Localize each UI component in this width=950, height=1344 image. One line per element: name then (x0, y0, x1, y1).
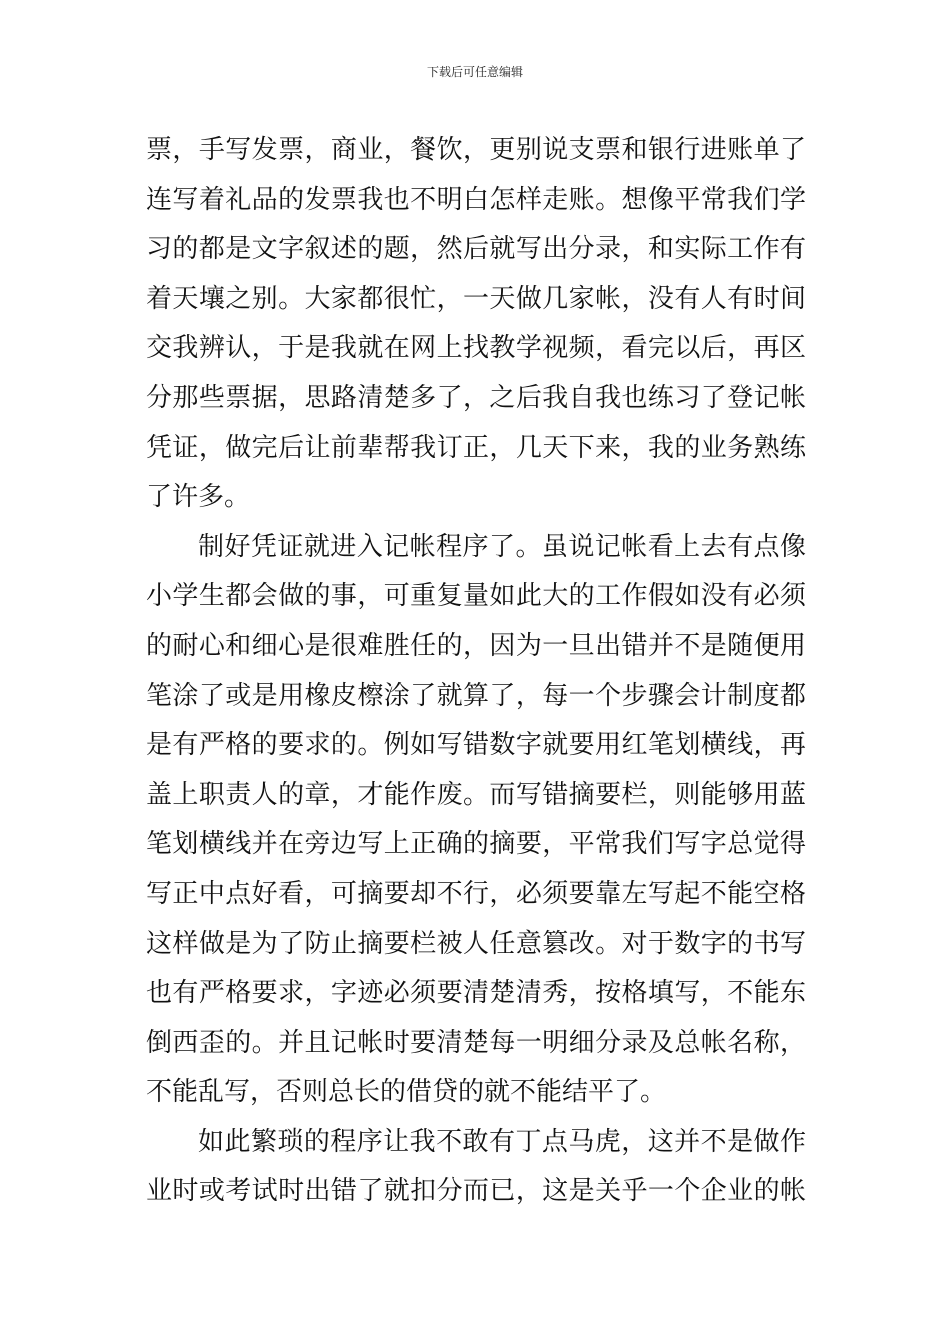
text-line: 交我辨认，于是我就在网上找教学视频，看完以后，再区 (146, 333, 806, 364)
text-line: 着天壤之别。大家都很忙，一天做几家帐，没有人有时间 (146, 283, 806, 314)
text-line: 分那些票据，思路清楚多了，之后我自我也练习了登记帐 (146, 382, 806, 413)
text-line: 是有严格的要求的。例如写错数字就要用红笔划横线，再 (146, 730, 806, 761)
text-line: 笔涂了或是用橡皮檫涂了就算了，每一个步骤会计制度都 (146, 680, 806, 711)
paragraph-2 (146, 523, 806, 1118)
text-line: 倒西歪的。并且记帐时要清楚每一明细分录及总帐名称， (146, 1027, 806, 1058)
text-line: 习的都是文字叙述的题，然后就写出分录，和实际工作有 (146, 234, 806, 265)
text-line: 业时或考试时出错了就扣分而已，这是关乎一个企业的帐 (146, 1176, 806, 1207)
text-line: 笔划横线并在旁边写上正确的摘要，平常我们写字总觉得 (146, 829, 806, 860)
text-line: 不能乱写，否则总长的借贷的就不能结平了。 (146, 1077, 667, 1108)
text-line: 制好凭证就进入记帐程序了。虽说记帐看上去有点像 (198, 531, 806, 562)
paragraph-3 (146, 1118, 806, 1217)
text-line: 票，手写发票，商业，餐饮，更别说支票和银行进账单了 (146, 135, 806, 165)
text-line: 凭证，做完后让前辈帮我订正，几天下来，我的业务熟练 (146, 432, 806, 463)
document-body (146, 126, 806, 1217)
text-line: 连写着礼品的发票我也不明白怎样走账。想像平常我们学 (146, 184, 806, 215)
text-line: 了许多。 (146, 482, 251, 513)
text-line: 盖上职责人的章，才能作废。而写错摘要栏，则能够用蓝 (146, 779, 806, 810)
text-line: 小学生都会做的事，可重复量如此大的工作假如没有必须 (146, 581, 806, 612)
text-line: 也有严格要求，字迹必须要清楚清秀，按格填写，不能东 (146, 978, 806, 1009)
text-line: 的耐心和细心是很难胜任的，因为一旦出错并不是随便用 (146, 630, 806, 661)
page-header: 下载后可任意编辑 (426, 65, 523, 79)
text-line: 这样做是为了防止摘要栏被人任意篡改。对于数字的书写 (146, 928, 806, 959)
text-line: 写正中点好看，可摘要却不行，必须要靠左写起不能空格 (146, 878, 806, 909)
paragraph-1 (146, 126, 806, 523)
text-line: 如此繁琐的程序让我不敢有丁点马虎，这并不是做作 (198, 1126, 806, 1157)
